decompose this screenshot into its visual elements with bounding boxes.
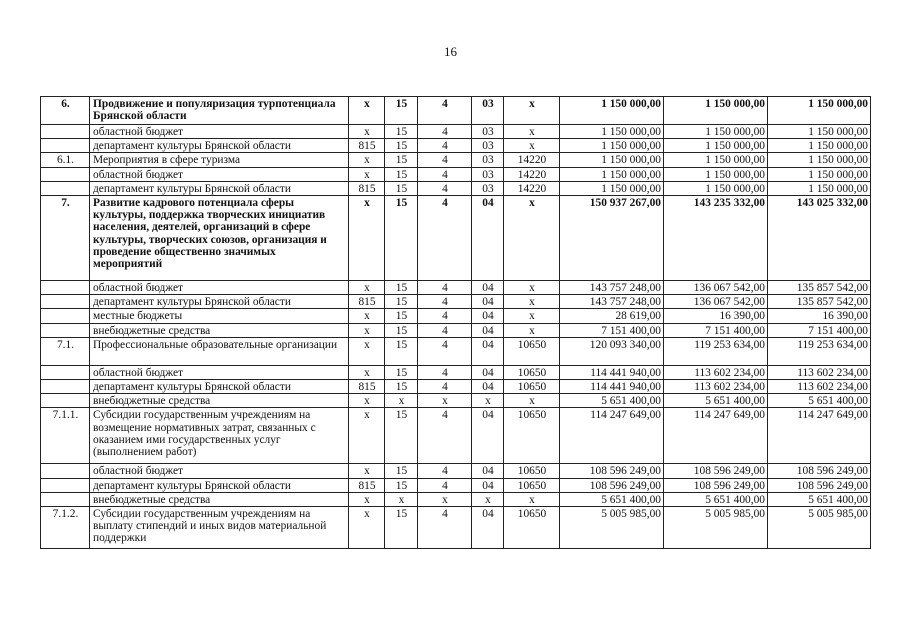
code-grbs: 815 [349, 478, 385, 492]
row-number: 7.1.2. [41, 507, 90, 549]
code-direction: 10650 [504, 478, 560, 492]
table-row [41, 507, 871, 549]
row-name: областной бюджет [90, 125, 349, 139]
code-subprogram: 4 [418, 507, 472, 549]
row-number: 7.1.1. [41, 408, 90, 464]
table-row [41, 365, 871, 379]
code-main-event: 03 [472, 97, 504, 125]
amount-year-3: 1 150 000,00 [768, 181, 871, 195]
code-main-event: 04 [472, 281, 504, 295]
amount-year-2: 1 150 000,00 [664, 167, 768, 181]
amount-year-2: 136 067 542,00 [664, 281, 768, 295]
code-subprogram: 4 [418, 323, 472, 337]
amount-year-3: 5 005 985,00 [768, 507, 871, 549]
amount-year-1: 143 757 248,00 [560, 295, 664, 309]
code-grbs: x [349, 464, 385, 478]
row-number: 6. [41, 97, 90, 125]
code-subprogram: x [418, 492, 472, 506]
code-direction: 10650 [504, 337, 560, 365]
code-direction: 10650 [504, 380, 560, 394]
amount-year-2: 143 235 332,00 [664, 196, 768, 281]
code-grbs: x [349, 125, 385, 139]
row-name: внебюджетные средства [90, 492, 349, 506]
code-grbs: 815 [349, 380, 385, 394]
amount-year-1: 143 757 248,00 [560, 281, 664, 295]
code-direction: 10650 [504, 464, 560, 478]
amount-year-2: 113 602 234,00 [664, 365, 768, 379]
code-main-event: 03 [472, 139, 504, 153]
code-subprogram: 4 [418, 97, 472, 125]
row-name: областной бюджет [90, 167, 349, 181]
code-grbs: 815 [349, 139, 385, 153]
amount-year-1: 5 651 400,00 [560, 394, 664, 408]
table-row [41, 181, 871, 195]
table-row [41, 139, 871, 153]
code-grbs: x [349, 167, 385, 181]
code-grbs: x [349, 309, 385, 323]
table-row [41, 125, 871, 139]
amount-year-1: 114 441 940,00 [560, 380, 664, 394]
amount-year-2: 108 596 249,00 [664, 478, 768, 492]
code-direction: 14220 [504, 181, 560, 195]
code-grbs: 815 [349, 181, 385, 195]
amount-year-2: 119 253 634,00 [664, 337, 768, 365]
row-name: Мероприятия в сфере туризма [90, 153, 349, 167]
code-grbs: x [349, 365, 385, 379]
amount-year-3: 1 150 000,00 [768, 125, 871, 139]
amount-year-3: 135 857 542,00 [768, 281, 871, 295]
row-name: внебюджетные средства [90, 323, 349, 337]
row-number [41, 181, 90, 195]
code-grbs: x [349, 492, 385, 506]
row-name: Субсидии государственным учреждениям на выплату стипендий и иных видов материальной поддержки [90, 507, 349, 549]
table-row [41, 394, 871, 408]
row-number [41, 394, 90, 408]
code-program: 15 [385, 478, 418, 492]
code-grbs: x [349, 97, 385, 125]
code-main-event: x [472, 394, 504, 408]
budget-table [40, 96, 871, 549]
code-subprogram: 4 [418, 153, 472, 167]
code-subprogram: 4 [418, 281, 472, 295]
table-body [41, 97, 871, 549]
amount-year-3: 113 602 234,00 [768, 365, 871, 379]
code-subprogram: 4 [418, 196, 472, 281]
amount-year-3: 114 247 649,00 [768, 408, 871, 464]
code-grbs: x [349, 394, 385, 408]
code-direction: x [504, 139, 560, 153]
code-grbs: 815 [349, 295, 385, 309]
amount-year-3: 1 150 000,00 [768, 153, 871, 167]
code-program: 15 [385, 97, 418, 125]
code-direction: 14220 [504, 167, 560, 181]
code-main-event: 03 [472, 153, 504, 167]
code-main-event: 03 [472, 125, 504, 139]
code-main-event: 04 [472, 380, 504, 394]
code-grbs: x [349, 408, 385, 464]
amount-year-1: 7 151 400,00 [560, 323, 664, 337]
row-number [41, 139, 90, 153]
amount-year-1: 5 651 400,00 [560, 492, 664, 506]
table-row [41, 464, 871, 478]
row-number [41, 323, 90, 337]
code-main-event: 04 [472, 478, 504, 492]
amount-year-3: 108 596 249,00 [768, 478, 871, 492]
row-number [41, 492, 90, 506]
amount-year-3: 113 602 234,00 [768, 380, 871, 394]
row-name: департамент культуры Брянской области [90, 139, 349, 153]
code-program: 15 [385, 139, 418, 153]
row-number [41, 125, 90, 139]
amount-year-1: 150 937 267,00 [560, 196, 664, 281]
amount-year-1: 1 150 000,00 [560, 139, 664, 153]
amount-year-1: 108 596 249,00 [560, 478, 664, 492]
row-number [41, 365, 90, 379]
amount-year-3: 143 025 332,00 [768, 196, 871, 281]
code-subprogram: 4 [418, 309, 472, 323]
code-main-event: 03 [472, 181, 504, 195]
code-program: 15 [385, 181, 418, 195]
code-program: 15 [385, 380, 418, 394]
code-direction: x [504, 196, 560, 281]
code-subprogram: 4 [418, 125, 472, 139]
code-direction: x [504, 295, 560, 309]
code-grbs: x [349, 196, 385, 281]
code-main-event: 04 [472, 309, 504, 323]
amount-year-2: 1 150 000,00 [664, 181, 768, 195]
amount-year-1: 28 619,00 [560, 309, 664, 323]
table-row [41, 167, 871, 181]
code-direction: x [504, 97, 560, 125]
amount-year-3: 1 150 000,00 [768, 97, 871, 125]
table-row [41, 380, 871, 394]
code-main-event: 04 [472, 295, 504, 309]
amount-year-2: 7 151 400,00 [664, 323, 768, 337]
row-number [41, 478, 90, 492]
code-main-event: 04 [472, 196, 504, 281]
row-number: 6.1. [41, 153, 90, 167]
row-name: областной бюджет [90, 365, 349, 379]
amount-year-2: 113 602 234,00 [664, 380, 768, 394]
row-name: департамент культуры Брянской области [90, 295, 349, 309]
amount-year-1: 114 247 649,00 [560, 408, 664, 464]
code-direction: x [504, 394, 560, 408]
amount-year-1: 1 150 000,00 [560, 125, 664, 139]
table-row [41, 408, 871, 464]
page-number: 16 [444, 44, 457, 59]
table-row [41, 281, 871, 295]
amount-year-2: 1 150 000,00 [664, 97, 768, 125]
amount-year-2: 5 005 985,00 [664, 507, 768, 549]
row-number [41, 464, 90, 478]
code-direction: x [504, 323, 560, 337]
code-main-event: 04 [472, 337, 504, 365]
code-grbs: x [349, 323, 385, 337]
amount-year-1: 1 150 000,00 [560, 167, 664, 181]
code-grbs: x [349, 153, 385, 167]
code-program: 15 [385, 507, 418, 549]
code-main-event: 04 [472, 507, 504, 549]
amount-year-2: 1 150 000,00 [664, 153, 768, 167]
code-direction: x [504, 492, 560, 506]
table-row [41, 309, 871, 323]
code-grbs: x [349, 281, 385, 295]
amount-year-2: 1 150 000,00 [664, 139, 768, 153]
code-direction: x [504, 281, 560, 295]
code-main-event: 03 [472, 167, 504, 181]
row-number [41, 281, 90, 295]
code-direction: 14220 [504, 153, 560, 167]
code-subprogram: 4 [418, 181, 472, 195]
table-row [41, 295, 871, 309]
row-name: департамент культуры Брянской области [90, 478, 349, 492]
code-main-event: 04 [472, 464, 504, 478]
code-subprogram: 4 [418, 380, 472, 394]
code-direction: x [504, 309, 560, 323]
row-name: Профессиональные образовательные организации [90, 337, 349, 365]
amount-year-2: 108 596 249,00 [664, 464, 768, 478]
amount-year-1: 5 005 985,00 [560, 507, 664, 549]
amount-year-3: 5 651 400,00 [768, 394, 871, 408]
amount-year-3: 1 150 000,00 [768, 139, 871, 153]
code-program: 15 [385, 153, 418, 167]
code-main-event: 04 [472, 323, 504, 337]
code-main-event: x [472, 492, 504, 506]
row-number [41, 295, 90, 309]
table-row [41, 337, 871, 365]
row-name: областной бюджет [90, 281, 349, 295]
code-main-event: 04 [472, 365, 504, 379]
row-name: департамент культуры Брянской области [90, 380, 349, 394]
code-subprogram: 4 [418, 408, 472, 464]
code-direction: 10650 [504, 365, 560, 379]
table-row [41, 153, 871, 167]
code-program: 15 [385, 295, 418, 309]
row-name: департамент культуры Брянской области [90, 181, 349, 195]
row-number [41, 309, 90, 323]
code-subprogram: 4 [418, 337, 472, 365]
code-direction: x [504, 125, 560, 139]
code-grbs: x [349, 337, 385, 365]
code-program: 15 [385, 323, 418, 337]
code-program: x [385, 492, 418, 506]
row-name: Субсидии государственным учреждениям на возмещение нормативных затрат, связанных с оказанием ими государственных услуг (выполнением работ) [90, 408, 349, 464]
amount-year-2: 16 390,00 [664, 309, 768, 323]
code-direction: 10650 [504, 408, 560, 464]
amount-year-1: 1 150 000,00 [560, 181, 664, 195]
amount-year-3: 16 390,00 [768, 309, 871, 323]
table-row [41, 196, 871, 281]
amount-year-2: 136 067 542,00 [664, 295, 768, 309]
amount-year-1: 120 093 340,00 [560, 337, 664, 365]
code-subprogram: 4 [418, 365, 472, 379]
amount-year-2: 1 150 000,00 [664, 125, 768, 139]
row-name: Продвижение и популяризация турпотенциала Брянской области [90, 97, 349, 125]
code-subprogram: 4 [418, 464, 472, 478]
amount-year-1: 108 596 249,00 [560, 464, 664, 478]
code-grbs: x [349, 507, 385, 549]
code-program: 15 [385, 408, 418, 464]
amount-year-2: 5 651 400,00 [664, 492, 768, 506]
amount-year-2: 114 247 649,00 [664, 408, 768, 464]
amount-year-3: 7 151 400,00 [768, 323, 871, 337]
table-row [41, 478, 871, 492]
code-subprogram: 4 [418, 167, 472, 181]
amount-year-3: 5 651 400,00 [768, 492, 871, 506]
amount-year-1: 1 150 000,00 [560, 97, 664, 125]
code-program: 15 [385, 281, 418, 295]
row-number [41, 380, 90, 394]
code-subprogram: 4 [418, 295, 472, 309]
table-row [41, 323, 871, 337]
row-name: областной бюджет [90, 464, 349, 478]
amount-year-1: 1 150 000,00 [560, 153, 664, 167]
row-name: местные бюджеты [90, 309, 349, 323]
code-program: 15 [385, 309, 418, 323]
code-program: 15 [385, 196, 418, 281]
code-program: 15 [385, 337, 418, 365]
amount-year-2: 5 651 400,00 [664, 394, 768, 408]
code-subprogram: 4 [418, 139, 472, 153]
code-program: 15 [385, 167, 418, 181]
table-row [41, 97, 871, 125]
amount-year-3: 135 857 542,00 [768, 295, 871, 309]
code-direction: 10650 [504, 507, 560, 549]
amount-year-3: 119 253 634,00 [768, 337, 871, 365]
row-number [41, 167, 90, 181]
row-name: Развитие кадрового потенциала сферы культуры, поддержка творческих инициатив населения, деятелей, организаций в сфере культуры, творческих союзов, организация и проведение общественно значимых мероприятий [90, 196, 349, 281]
code-program: 15 [385, 464, 418, 478]
row-number: 7.1. [41, 337, 90, 365]
code-main-event: 04 [472, 408, 504, 464]
code-program: x [385, 394, 418, 408]
code-subprogram: x [418, 394, 472, 408]
row-number: 7. [41, 196, 90, 281]
code-subprogram: 4 [418, 478, 472, 492]
code-program: 15 [385, 125, 418, 139]
table-row [41, 492, 871, 506]
amount-year-1: 114 441 940,00 [560, 365, 664, 379]
amount-year-3: 108 596 249,00 [768, 464, 871, 478]
amount-year-3: 1 150 000,00 [768, 167, 871, 181]
row-name: внебюджетные средства [90, 394, 349, 408]
code-program: 15 [385, 365, 418, 379]
